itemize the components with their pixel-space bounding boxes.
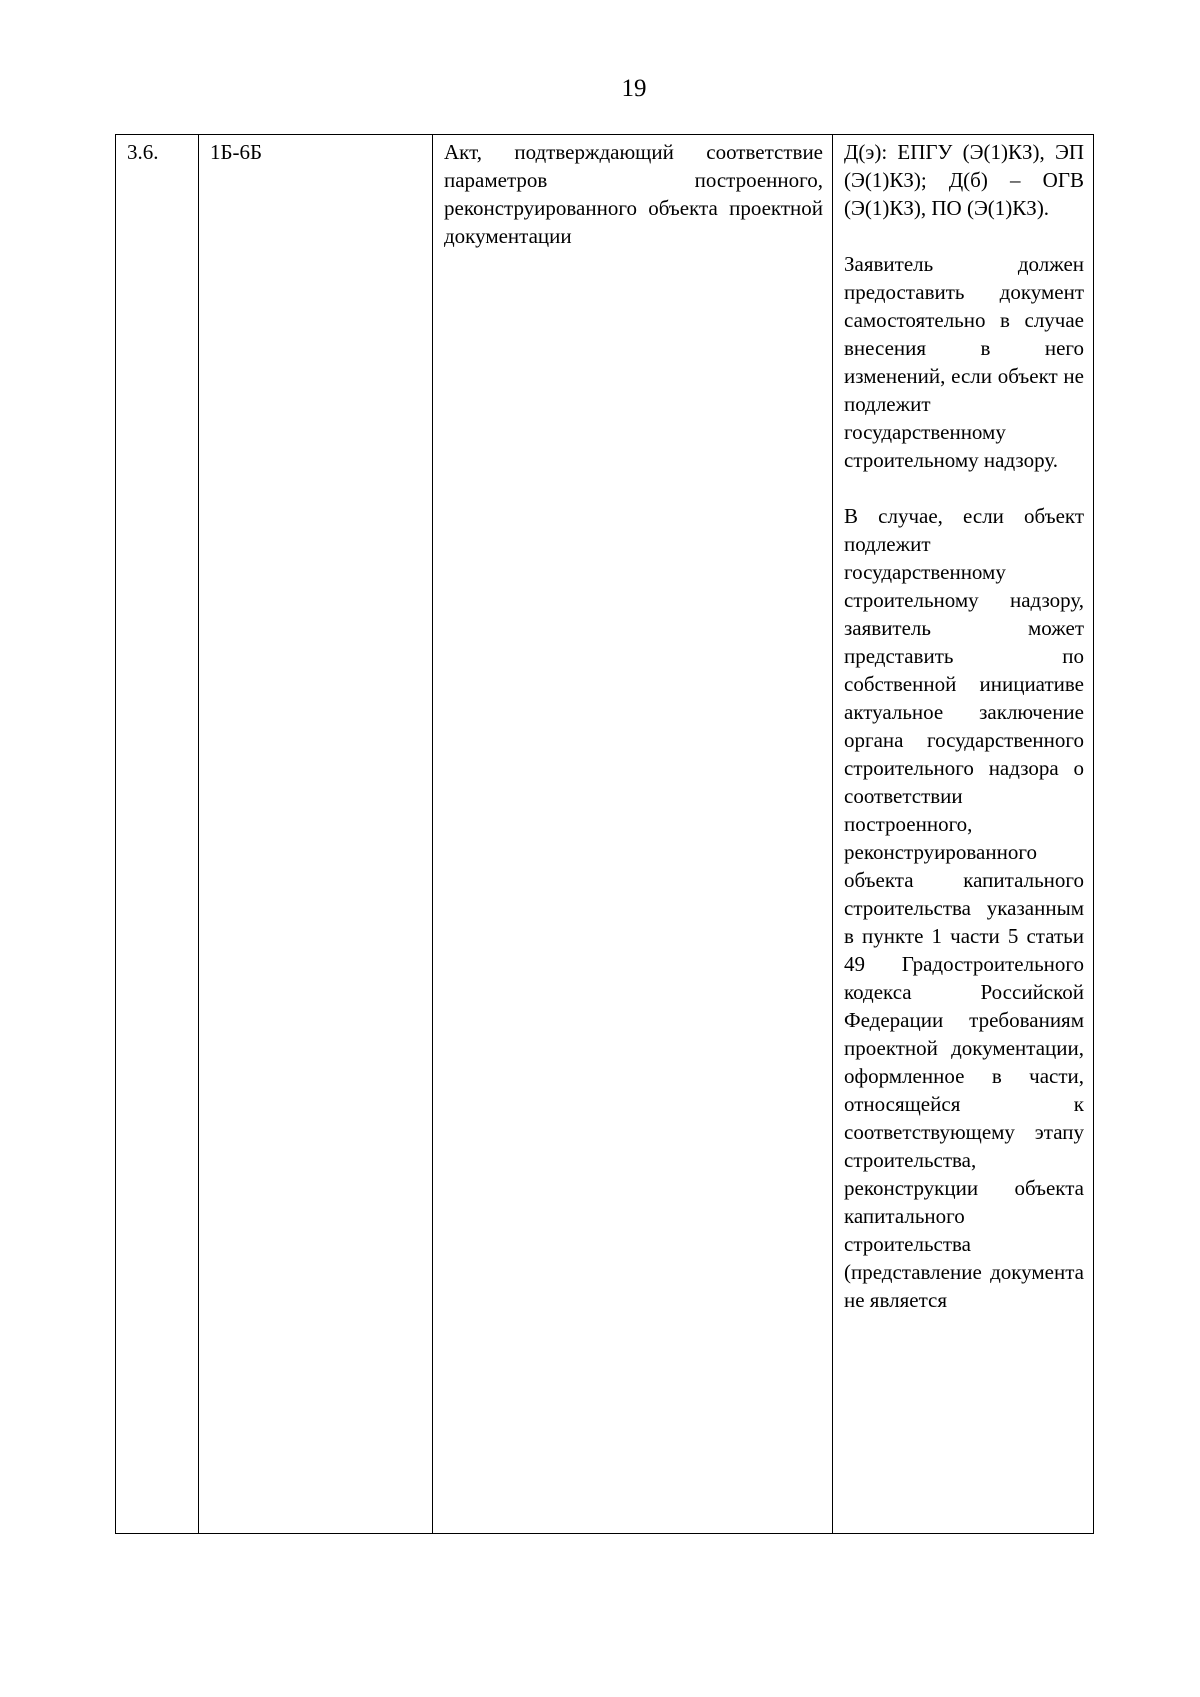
details-paragraph-applicant-duty: Заявитель должен предоставить документ самостоятельно в случае внесения в него изменений, если объект не подлежит государственному строительному надзору. — [844, 252, 1084, 472]
document-table — [115, 134, 1094, 1534]
details-paragraph-supervision: В случае, если объект подлежит государственному строительному надзору, заявитель может представить по собственной инициативе актуальное заключение органа государственного строительного надзора о соответствии построенного, реконструированного объекта капитального строительства указанным в пункте 1 части 5 статьи 49 Градостроительного кодекса Российской Федерации требованиям проектной документации, оформленное в части, относящейся к соответствующему этапу строительства, реконструкции объекта капитального строительства (представление документа не является — [844, 504, 1084, 1312]
page-number: 19 — [621, 75, 647, 102]
details-paragraph-submission: Д(э): ЕПГУ (Э(1)КЗ), ЭП (Э(1)КЗ); Д(б) – ОГВ (Э(1)КЗ), ПО (Э(1)КЗ). — [844, 140, 1084, 220]
row-index-cell: 3.6. — [116, 135, 199, 1534]
details-cell — [833, 135, 1094, 1534]
row-code-cell: 1Б-6Б — [199, 135, 433, 1534]
document-name-cell: Акт, подтверждающий соответствие параметров построенного, реконструированного объекта проектной документации — [433, 135, 833, 1534]
table-row — [116, 135, 1094, 1534]
